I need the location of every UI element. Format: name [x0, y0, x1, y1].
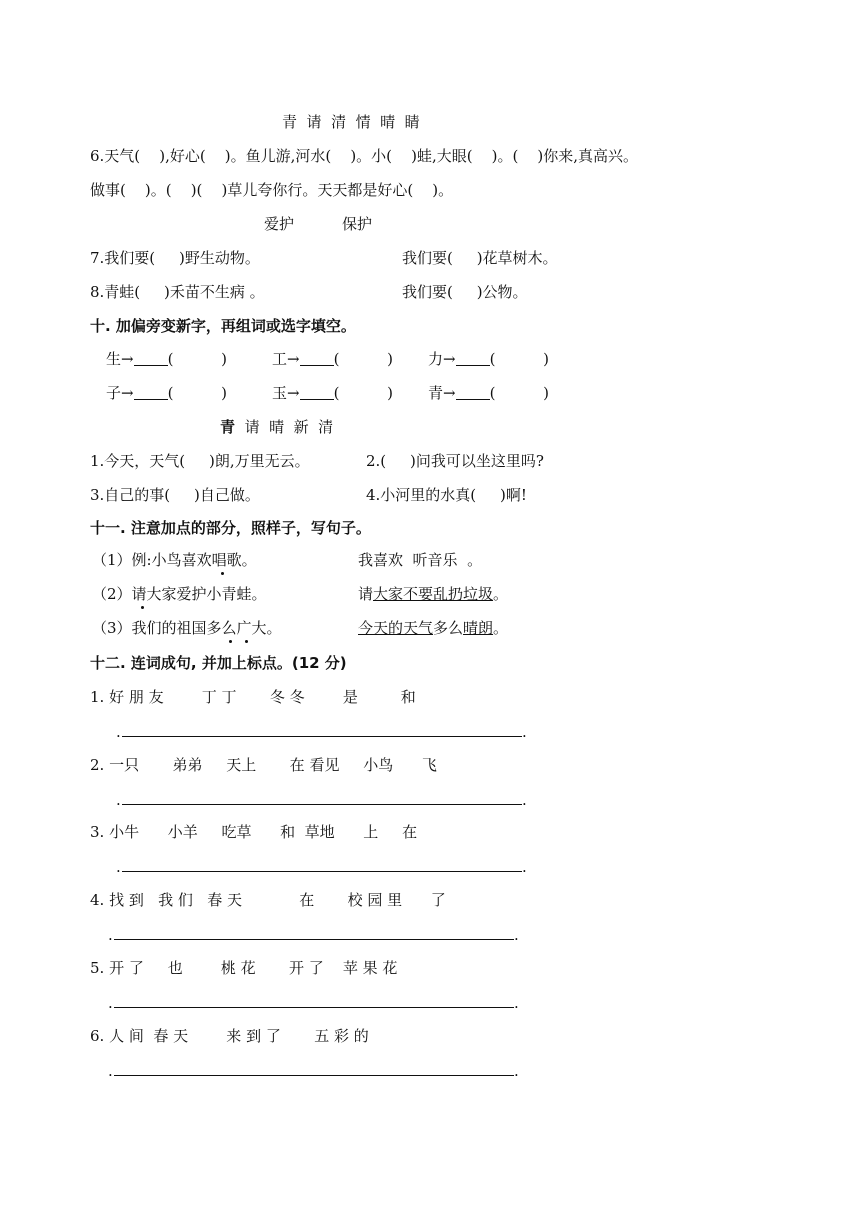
- example-1-right: 我喜欢 听音乐 。: [358, 551, 483, 569]
- answer-line[interactable]: [122, 804, 522, 805]
- answer-dot: .: [522, 723, 527, 741]
- answer-line[interactable]: [122, 871, 522, 872]
- section-11-title: 十一. 注意加点的部分，照样子，写句子。: [90, 519, 371, 537]
- emphasis-dot: [221, 572, 224, 575]
- fill-1: 1.今天，天气( )朗,万里无云。: [90, 452, 310, 470]
- answer-dot: .: [522, 858, 527, 876]
- emphasis-dot: [141, 606, 144, 609]
- answer-line[interactable]: [114, 939, 514, 940]
- radical-item: 生→ ( ): [106, 350, 227, 368]
- sentence-words: 6. 人 间 春 天 来 到 了 五 彩 的: [90, 1027, 369, 1045]
- answer-dot: .: [116, 723, 121, 741]
- answer-dot: .: [116, 791, 121, 809]
- example-3-right: 今天的天气多么晴朗。: [358, 619, 509, 637]
- answer-dot: .: [108, 1062, 113, 1080]
- word-choice-aihu: 爱护: [264, 215, 295, 233]
- answer-dot: .: [108, 926, 113, 944]
- radical-item: 工→ ( ): [272, 350, 393, 368]
- sentence-words: 1. 好 朋 友 丁 丁 冬 冬 是 和: [90, 688, 416, 706]
- word-choices-c: 青 请 晴 新 清: [220, 418, 334, 436]
- radical-item: 青→ ( ): [428, 384, 549, 402]
- example-1-left: （1）例:小鸟喜欢唱歌。: [92, 551, 257, 569]
- question-7-left: 7.我们要( )野生动物。: [90, 249, 260, 267]
- question-7-right: 我们要( )花草树木。: [402, 249, 558, 267]
- section-12-title: 十二. 连词成句, 并加上标点。(12 分): [90, 654, 347, 672]
- emphasis-dot: [245, 640, 248, 643]
- answer-line[interactable]: [114, 1075, 514, 1076]
- question-6-line-1: 6.天气( ),好心( )。鱼儿游,河水( )。小( )蛙,大眼( )。( )你来,真高兴。: [90, 147, 639, 165]
- fill-4: 4.小河里的水真( )啊!: [366, 486, 527, 504]
- section-10-title: 十. 加偏旁变新字，再组词或选字填空。: [90, 317, 356, 335]
- radical-item: 力→ ( ): [428, 350, 549, 368]
- answer-dot: .: [116, 858, 121, 876]
- radical-item: 玉→ ( ): [272, 384, 393, 402]
- example-2-left: （2）请大家爱护小青蛙。: [92, 585, 267, 603]
- question-6-line-2: 做事( )。( )( )草儿夸你行。天天都是好心( )。: [90, 181, 454, 199]
- answer-dot: .: [514, 1062, 519, 1080]
- example-3-left: （3）我们的祖国多么广大。: [92, 619, 282, 637]
- sentence-words: 4. 找 到 我 们 春 天 在 校 园 里 了: [90, 891, 446, 909]
- answer-dot: .: [108, 994, 113, 1012]
- fill-2: 2.( )问我可以坐这里吗?: [366, 452, 544, 470]
- question-8-right: 我们要( )公物。: [402, 283, 528, 301]
- sentence-words: 5. 开 了 也 桃 花 开 了 苹 果 花: [90, 959, 398, 977]
- radical-item: 子→ ( ): [106, 384, 227, 402]
- answer-dot: .: [514, 926, 519, 944]
- word-choice-baohu: 保护: [342, 215, 373, 233]
- emphasis-dot: [229, 640, 232, 643]
- answer-dot: .: [522, 791, 527, 809]
- sentence-words: 3. 小牛 小羊 吃草 和 草地 上 在: [90, 823, 418, 841]
- example-2-right: 请大家不要乱扔垃圾。: [358, 585, 509, 603]
- question-8-left: 8.青蛙( )禾苗不生病 。: [90, 283, 265, 301]
- word-choices-a: 青 请 清 情 晴 睛: [282, 113, 420, 131]
- answer-line[interactable]: [122, 736, 522, 737]
- fill-3: 3.自己的事( )自己做。: [90, 486, 260, 504]
- answer-dot: .: [514, 994, 519, 1012]
- sentence-words: 2. 一只 弟弟 天上 在 看见 小鸟 飞: [90, 756, 437, 774]
- answer-line[interactable]: [114, 1007, 514, 1008]
